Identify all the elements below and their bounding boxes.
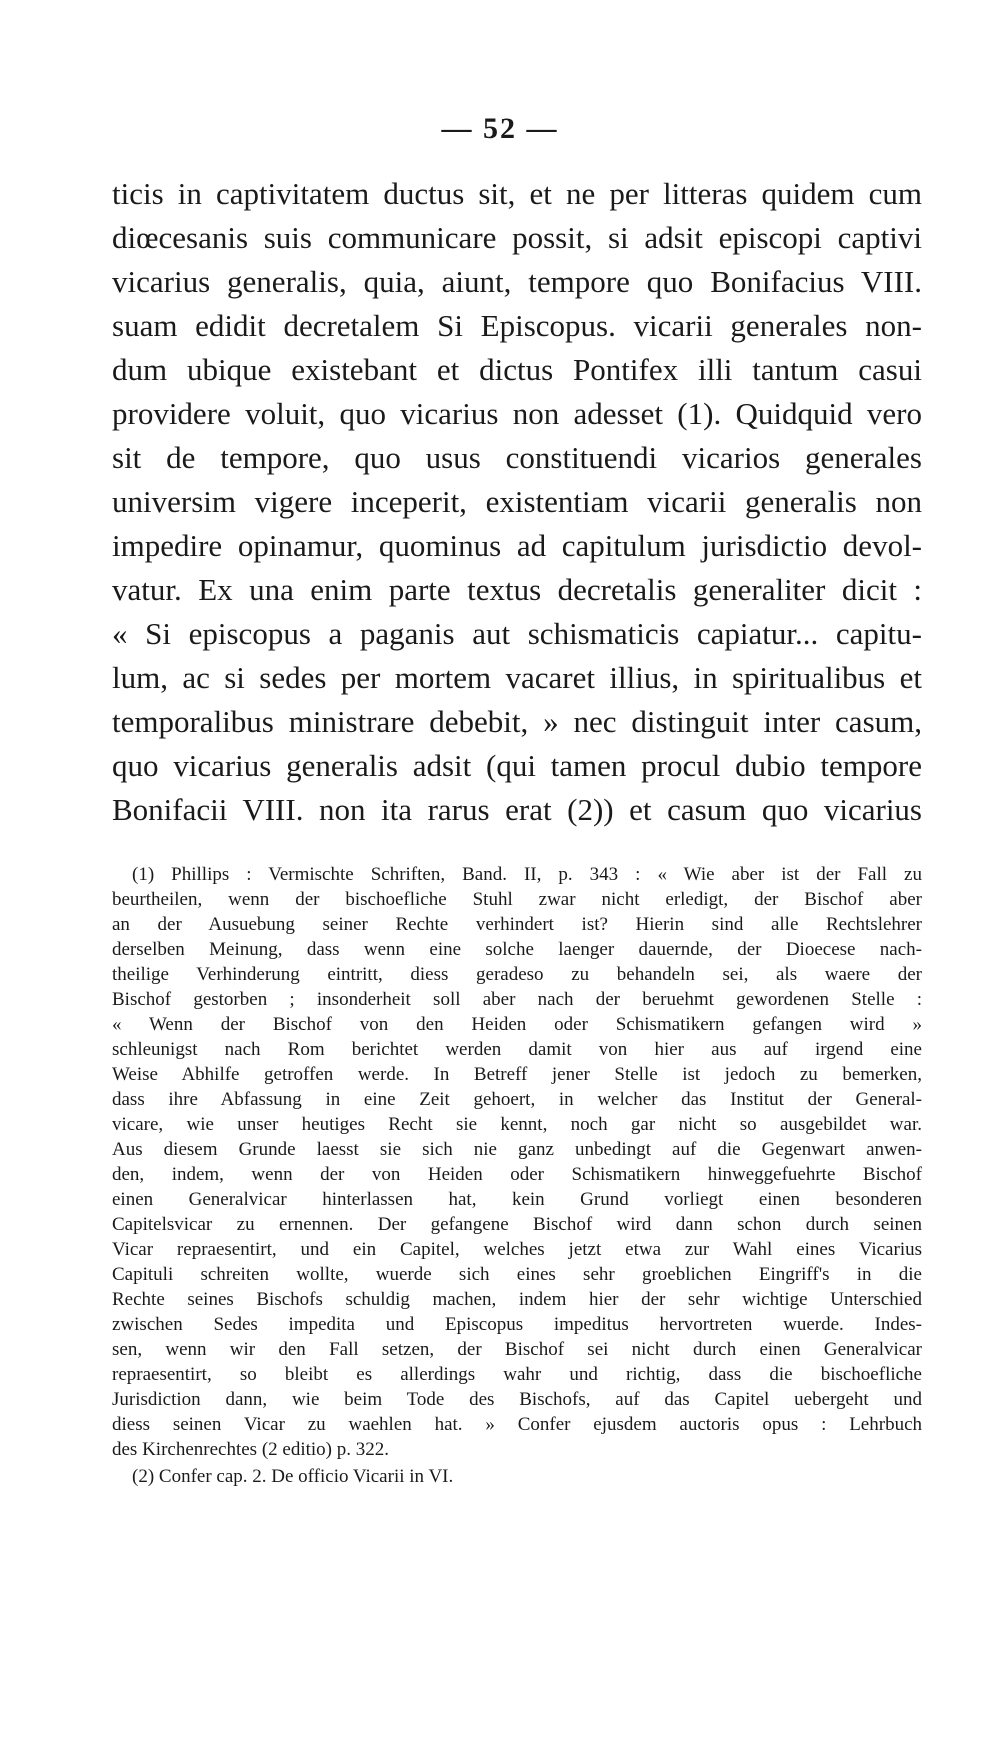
footnotes [112,862,922,1489]
footnote-line: Aus diesem Grunde laesst sie sich nie ganz unbedingt auf die Gegenwart anwen- [112,1139,922,1160]
footnote-line: sen, wenn wir den Fall setzen, der Bischof sei nicht durch einen Generalvicar [112,1339,922,1360]
footnote-line: den, indem, wenn der von Heiden oder Schismatikern hinweggefuehrte Bischof [112,1164,922,1185]
text-line: ticis in captivitatem ductus sit, et ne per litteras quidem cum [112,176,922,211]
text-line: temporalibus ministrare debebit, » nec distinguit inter casum, [112,704,922,739]
text-line: providere voluit, quo vicarius non adesset (1). Quidquid vero [112,396,922,431]
footnote-line: derselben Meinung, dass wenn eine solche laenger dauernde, der Dioecese nach- [112,939,922,960]
footnote-line: Weise Abhilfe getroffen werde. In Betreff jener Stelle ist jedoch zu bemerken, [112,1064,922,1085]
footnote-line: an der Ausuebung seiner Rechte verhindert ist? Hierin sind alle Rechtslehrer [112,914,922,935]
footnote-line: vicare, wie unser heutiges Recht sie kennt, noch gar nicht so ausgebildet war. [112,1114,922,1135]
footnote-line: Capitelsvicar zu ernennen. Der gefangene Bischof wird dann schon durch seinen [112,1214,922,1235]
footnote-line: zwischen Sedes impedita und Episcopus impeditus hervortreten wuerde. Indes- [112,1314,922,1335]
footnote-line: Rechte seines Bischofs schuldig machen, indem hier der sehr wichtige Unterschied [112,1289,922,1310]
footnote-line: repraesentirt, so bleibt es allerdings wahr und richtig, dass die bischoefliche [112,1364,922,1385]
footnote-line: einen Generalvicar hinterlassen hat, kein Grund vorliegt einen besonderen [112,1189,922,1210]
text-line: quo vicarius generalis adsit (qui tamen procul dubio tempore [112,748,922,783]
text-line: « Si episcopus a paganis aut schismaticis capiatur... capitu- [112,616,922,651]
footnote-1 [112,862,922,1462]
page-number: — 52 — [441,112,559,145]
footnote-line: (1) Phillips : Vermischte Schriften, Band. II, p. 343 : « Wie aber ist der Fall zu [132,864,922,885]
text-line: Bonifacii VIII. non ita rarus erat (2)) et casum quo vicarius [112,792,922,827]
footnote-line: dass ihre Abfassung in eine Zeit gehoert, in welcher das Institut der General- [112,1089,922,1110]
footnote-line: des Kirchenrechtes (2 editio) p. 322. [112,1439,389,1460]
footnote-line: theilige Verhinderung eintritt, diess geradeso zu behandeln sei, als waere der [112,964,922,985]
text-line: suam edidit decretalem Si Episcopus. vicarii generales non- [112,308,922,343]
footnote-line: beurtheilen, wenn der bischoefliche Stuhl zwar nicht erledigt, der Bischof aber [112,889,922,910]
footnote-2: (2) Confer cap. 2. De officio Vicarii in VI. [132,1466,454,1487]
text-line: universim vigere inceperit, existentiam vicarii generalis non [112,484,922,519]
text-line: vicarius generalis, quia, aiunt, tempore quo Bonifacius VIII. [112,264,922,299]
footnote-line: diess seinen Vicar zu waehlen hat. » Confer ejusdem auctoris opus : Lehrbuch [112,1414,922,1435]
footnote-line: schleunigst nach Rom berichtet werden damit von hier aus auf irgend eine [112,1039,922,1060]
footnote-line: Vicar repraesentirt, und ein Capitel, welches jetzt etwa zur Wahl eines Vicarius [112,1239,922,1260]
footnote-line: « Wenn der Bischof von den Heiden oder Schismatikern gefangen wird » [112,1014,922,1035]
text-line: sit de tempore, quo usus constituendi vicarios generales [112,440,922,475]
text-line: impedire opinamur, quominus ad capitulum jurisdictio devol- [112,528,922,563]
text-line: diœcesanis suis communicare possit, si adsit episcopi captivi [112,220,922,255]
text-line: lum, ac si sedes per mortem vacaret illius, in spiritualibus et [112,660,922,695]
text-line: dum ubique existebant et dictus Pontifex illi tantum casui [112,352,922,387]
footnote-line: Jurisdiction dann, wie beim Tode des Bischofs, auf das Capitel uebergeht und [112,1389,922,1410]
main-text [112,172,922,832]
text-line: vatur. Ex una enim parte textus decretalis generaliter dicit : [112,572,922,607]
footnote-line: Bischof gestorben ; insonderheit soll aber nach der beruehmt gewordenen Stelle : [112,989,922,1010]
footnote-line: Capituli schreiten wollte, wuerde sich eines sehr groeblichen Eingriff's in die [112,1264,922,1285]
